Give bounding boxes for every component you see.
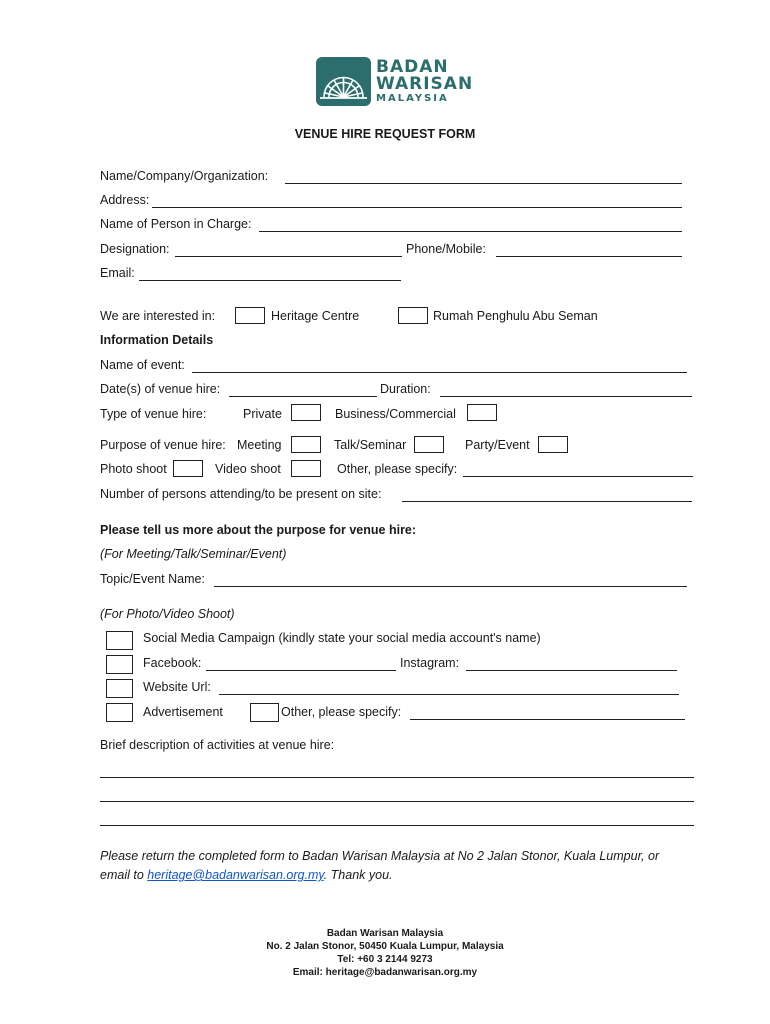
- type-label: Type of venue hire:: [100, 407, 207, 421]
- footer-email: Email: heritage@badanwarisan.org.my: [292, 967, 478, 978]
- name-field[interactable]: [285, 183, 682, 184]
- purpose-party-checkbox[interactable]: [538, 436, 568, 453]
- brief-line-1[interactable]: [100, 777, 694, 778]
- other-specify-field[interactable]: [463, 476, 693, 477]
- website-field[interactable]: [219, 694, 679, 695]
- facebook-field[interactable]: [206, 670, 396, 671]
- return-note-prefix: email to: [100, 868, 148, 882]
- rumah-penghulu-checkbox[interactable]: [398, 307, 428, 324]
- event-name-label: Name of event:: [100, 358, 185, 372]
- other-purpose-checkbox[interactable]: [250, 703, 279, 722]
- website-checkbox[interactable]: [106, 679, 133, 698]
- facebook-label: Facebook:: [143, 656, 202, 670]
- instagram-field[interactable]: [466, 670, 677, 671]
- facebook-checkbox[interactable]: [106, 655, 133, 674]
- phone-label: Phone/Mobile:: [406, 242, 486, 256]
- brief-label: Brief description of activities at venue hire:: [100, 738, 335, 752]
- return-note-line1: Please return the completed form to Badan Warisan Malaysia at No 2 Jalan Stonor, Kuala Lumpur, or: [100, 849, 660, 863]
- instagram-label: Instagram:: [400, 656, 460, 670]
- website-label: Website Url:: [143, 680, 211, 694]
- photo-video-note: (For Photo/Video Shoot): [100, 607, 235, 621]
- meeting-note: (For Meeting/Talk/Seminar/Event): [100, 547, 287, 561]
- person-in-charge-label: Name of Person in Charge:: [100, 217, 252, 231]
- interest-label: We are interested in:: [100, 309, 216, 323]
- social-media-label: Social Media Campaign (kindly state your social media account's name): [143, 631, 541, 645]
- social-media-checkbox[interactable]: [106, 631, 133, 650]
- footer-org: Badan Warisan Malaysia: [326, 928, 444, 939]
- designation-field[interactable]: [175, 256, 402, 257]
- purpose-heading: Please tell us more about the purpose for venue hire:: [100, 523, 417, 537]
- photo-shoot-label: Photo shoot: [100, 462, 167, 476]
- logo-text-line3: MALAYSIA: [376, 93, 449, 104]
- other-purpose-field[interactable]: [410, 719, 685, 720]
- rumah-penghulu-label: Rumah Penghulu Abu Seman: [433, 309, 598, 323]
- other-purpose-label: Other, please specify:: [281, 705, 402, 719]
- type-private-label: Private: [243, 407, 282, 421]
- brief-line-2[interactable]: [100, 801, 694, 802]
- type-business-checkbox[interactable]: [467, 404, 497, 421]
- footer-tel: Tel: +60 3 2144 9273: [337, 954, 433, 965]
- purpose-talk-label: Talk/Seminar: [334, 438, 407, 452]
- dates-label: Date(s) of venue hire:: [100, 382, 221, 396]
- type-business-label: Business/Commercial: [335, 407, 456, 421]
- purpose-party-label: Party/Event: [465, 438, 530, 452]
- footer-address: No. 2 Jalan Stonor, 50450 Kuala Lumpur, Malaysia: [266, 941, 504, 952]
- video-shoot-label: Video shoot: [215, 462, 281, 476]
- email-link[interactable]: heritage@badanwarisan.org.my: [147, 868, 324, 882]
- duration-field[interactable]: [440, 396, 692, 397]
- purpose-meeting-label: Meeting: [237, 438, 282, 452]
- address-field[interactable]: [152, 207, 682, 208]
- logo-fan-icon: [316, 57, 371, 106]
- purpose-meeting-checkbox[interactable]: [291, 436, 321, 453]
- logo-text-line1: BADAN: [376, 57, 449, 77]
- form-title: VENUE HIRE REQUEST FORM: [294, 127, 476, 141]
- logo-text-line2: WARISAN: [376, 74, 474, 94]
- brief-line-3[interactable]: [100, 825, 694, 826]
- event-name-field[interactable]: [192, 372, 687, 373]
- advertisement-label: Advertisement: [143, 705, 223, 719]
- email-label: Email:: [100, 266, 135, 280]
- return-note-line2: [100, 868, 393, 882]
- email-field[interactable]: [139, 280, 401, 281]
- photo-shoot-checkbox[interactable]: [173, 460, 203, 477]
- topic-label: Topic/Event Name:: [100, 572, 205, 586]
- person-in-charge-field[interactable]: [259, 231, 682, 232]
- persons-field[interactable]: [402, 501, 692, 502]
- topic-field[interactable]: [214, 586, 687, 587]
- advertisement-checkbox[interactable]: [106, 703, 133, 722]
- heritage-centre-label: Heritage Centre: [271, 309, 360, 323]
- heritage-centre-checkbox[interactable]: [235, 307, 265, 324]
- phone-field[interactable]: [496, 256, 682, 257]
- persons-label: Number of persons attending/to be present on site:: [100, 487, 382, 501]
- name-label: Name/Company/Organization:: [100, 169, 269, 183]
- return-note-suffix: . Thank you.: [323, 868, 393, 882]
- other-specify-label: Other, please specify:: [337, 462, 458, 476]
- purpose-label: Purpose of venue hire:: [100, 438, 226, 452]
- information-details-heading: Information Details: [100, 333, 214, 347]
- dates-field[interactable]: [229, 396, 377, 397]
- designation-label: Designation:: [100, 242, 170, 256]
- address-label: Address:: [100, 193, 150, 207]
- purpose-talk-checkbox[interactable]: [414, 436, 444, 453]
- video-shoot-checkbox[interactable]: [291, 460, 321, 477]
- type-private-checkbox[interactable]: [291, 404, 321, 421]
- duration-label: Duration:: [380, 382, 431, 396]
